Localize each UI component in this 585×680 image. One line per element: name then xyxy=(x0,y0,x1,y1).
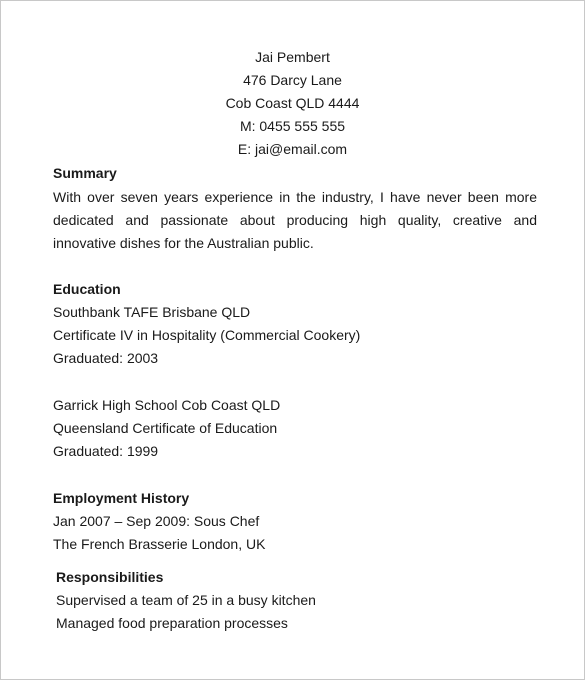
job-period-title: Jan 2007 – Sep 2009: Sous Chef xyxy=(53,513,260,529)
education-qualification: Certificate IV in Hospitality (Commercial Cookery) xyxy=(53,327,361,343)
responsibility-item: Managed food preparation processes xyxy=(56,615,288,631)
contact-street: 476 Darcy Lane xyxy=(243,72,342,88)
responsibility-item: Supervised a team of 25 in a busy kitchen xyxy=(56,592,316,608)
education-graduated: Graduated: 2003 xyxy=(53,350,159,366)
education-qualification: Queensland Certificate of Education xyxy=(53,420,278,436)
job-employer: The French Brasserie London, UK xyxy=(53,536,266,552)
contact-email: E: jai@email.com xyxy=(237,141,348,157)
summary-heading: Summary xyxy=(53,165,117,181)
education-institution: Garrick High School Cob Coast QLD xyxy=(53,397,281,413)
education-institution: Southbank TAFE Brisbane QLD xyxy=(53,304,251,320)
education-heading: Education xyxy=(53,281,121,297)
employment-heading: Employment History xyxy=(53,490,190,506)
education-graduated: Graduated: 1999 xyxy=(53,443,159,459)
responsibilities-heading: Responsibilities xyxy=(56,569,164,585)
summary-text: With over seven years experience in the industry, I have never been more dedicated and passionate about producing high quality, creative and innovative dishes for the Australian public. xyxy=(53,189,537,251)
contact-city: Cob Coast QLD 4444 xyxy=(225,95,360,111)
contact-name: Jai Pembert xyxy=(255,49,330,65)
contact-mobile: M: 0455 555 555 xyxy=(239,118,346,134)
